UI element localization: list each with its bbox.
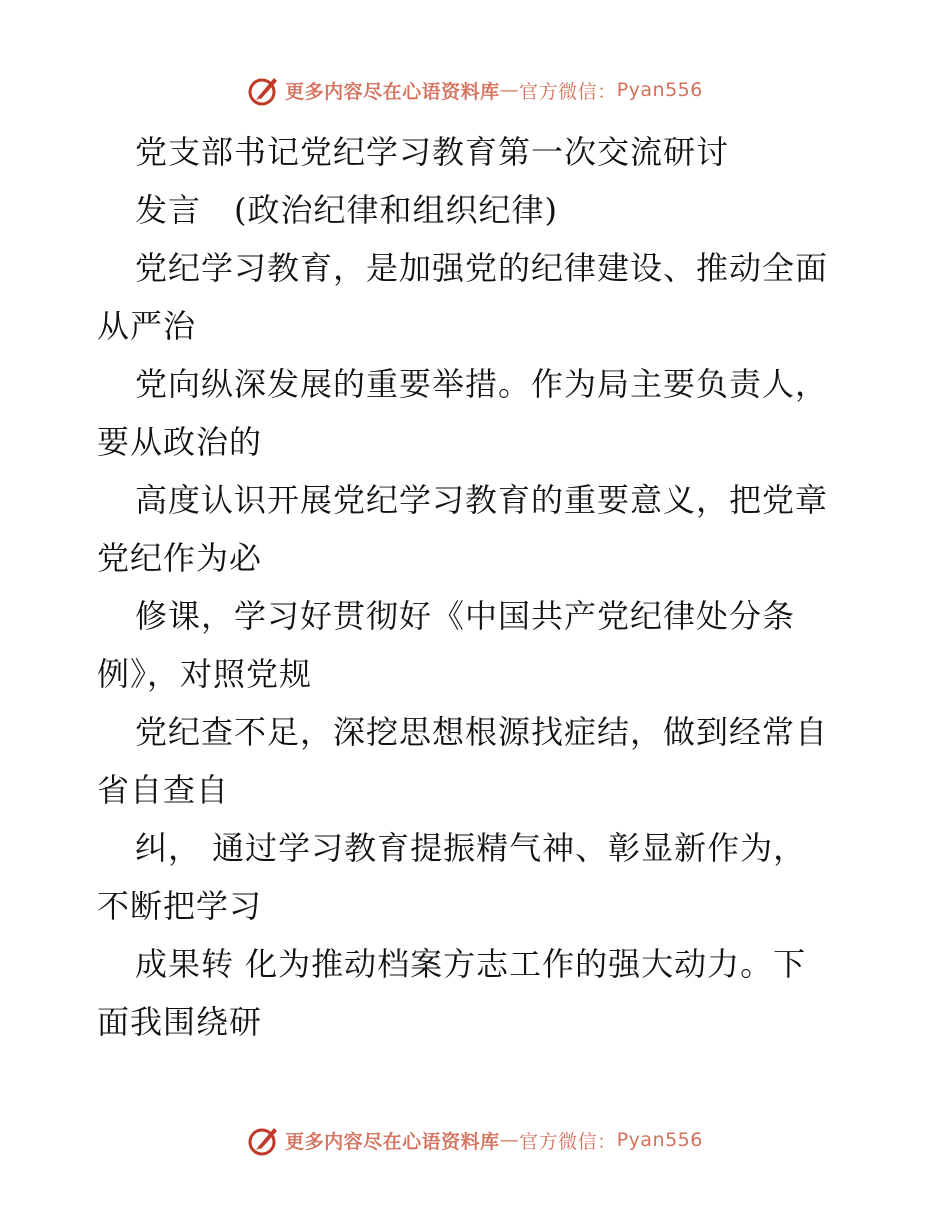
doc-line: 党纪作为必 [97, 539, 263, 577]
doc-line: 修课，学习好贯彻好《中国共产党纪律处分条 [135, 597, 796, 635]
header-site-text: 更多内容尽在心语资料库 [285, 80, 500, 103]
footer-banner [0, 1122, 950, 1158]
header-wechat-id: Pyan556 [616, 79, 703, 101]
doc-line: 面我围绕研 [97, 1003, 263, 1041]
doc-line: 不断把学习 [97, 887, 263, 925]
header-wechat-label: 官方微信： [519, 80, 617, 103]
doc-line: 党纪查不足，深挖思想根源找症结，做到经常自 [135, 713, 829, 751]
doc-line: 党纪学习教育，是加强党的纪律建设、推动全面 [135, 249, 829, 287]
doc-line: 纠， 通过学习教育提振精气神、彰显新作为， [135, 829, 807, 867]
header-separator: — [499, 79, 520, 101]
doc-line: 高度认识开展党纪学习教育的重要意义，把党章 [135, 481, 829, 519]
header-banner [0, 72, 950, 108]
doc-line: 从严治 [97, 307, 197, 345]
doc-line: 党支部书记党纪学习教育第一次交流研讨 [135, 133, 730, 171]
quill-circle-logo-icon [247, 73, 281, 107]
doc-line: 发言 (政治纪律和组织纪律) [135, 191, 558, 229]
doc-line: 党向纵深发展的重要举措。作为局主要负责人， [135, 365, 829, 403]
quill-circle-logo-icon [247, 1123, 281, 1157]
footer-wechat-label: 官方微信： [519, 1130, 617, 1153]
document-body [97, 123, 857, 1051]
doc-line: 例》，对照党规 [97, 655, 313, 693]
footer-separator: — [499, 1129, 520, 1151]
doc-line: 要从政治的 [97, 423, 263, 461]
footer-wechat-id: Pyan556 [616, 1129, 703, 1151]
doc-line: 成果转 化为推动档案方志工作的强大动力。下 [135, 945, 807, 983]
doc-line: 省自查自 [97, 771, 230, 809]
footer-site-text: 更多内容尽在心语资料库 [285, 1130, 500, 1153]
